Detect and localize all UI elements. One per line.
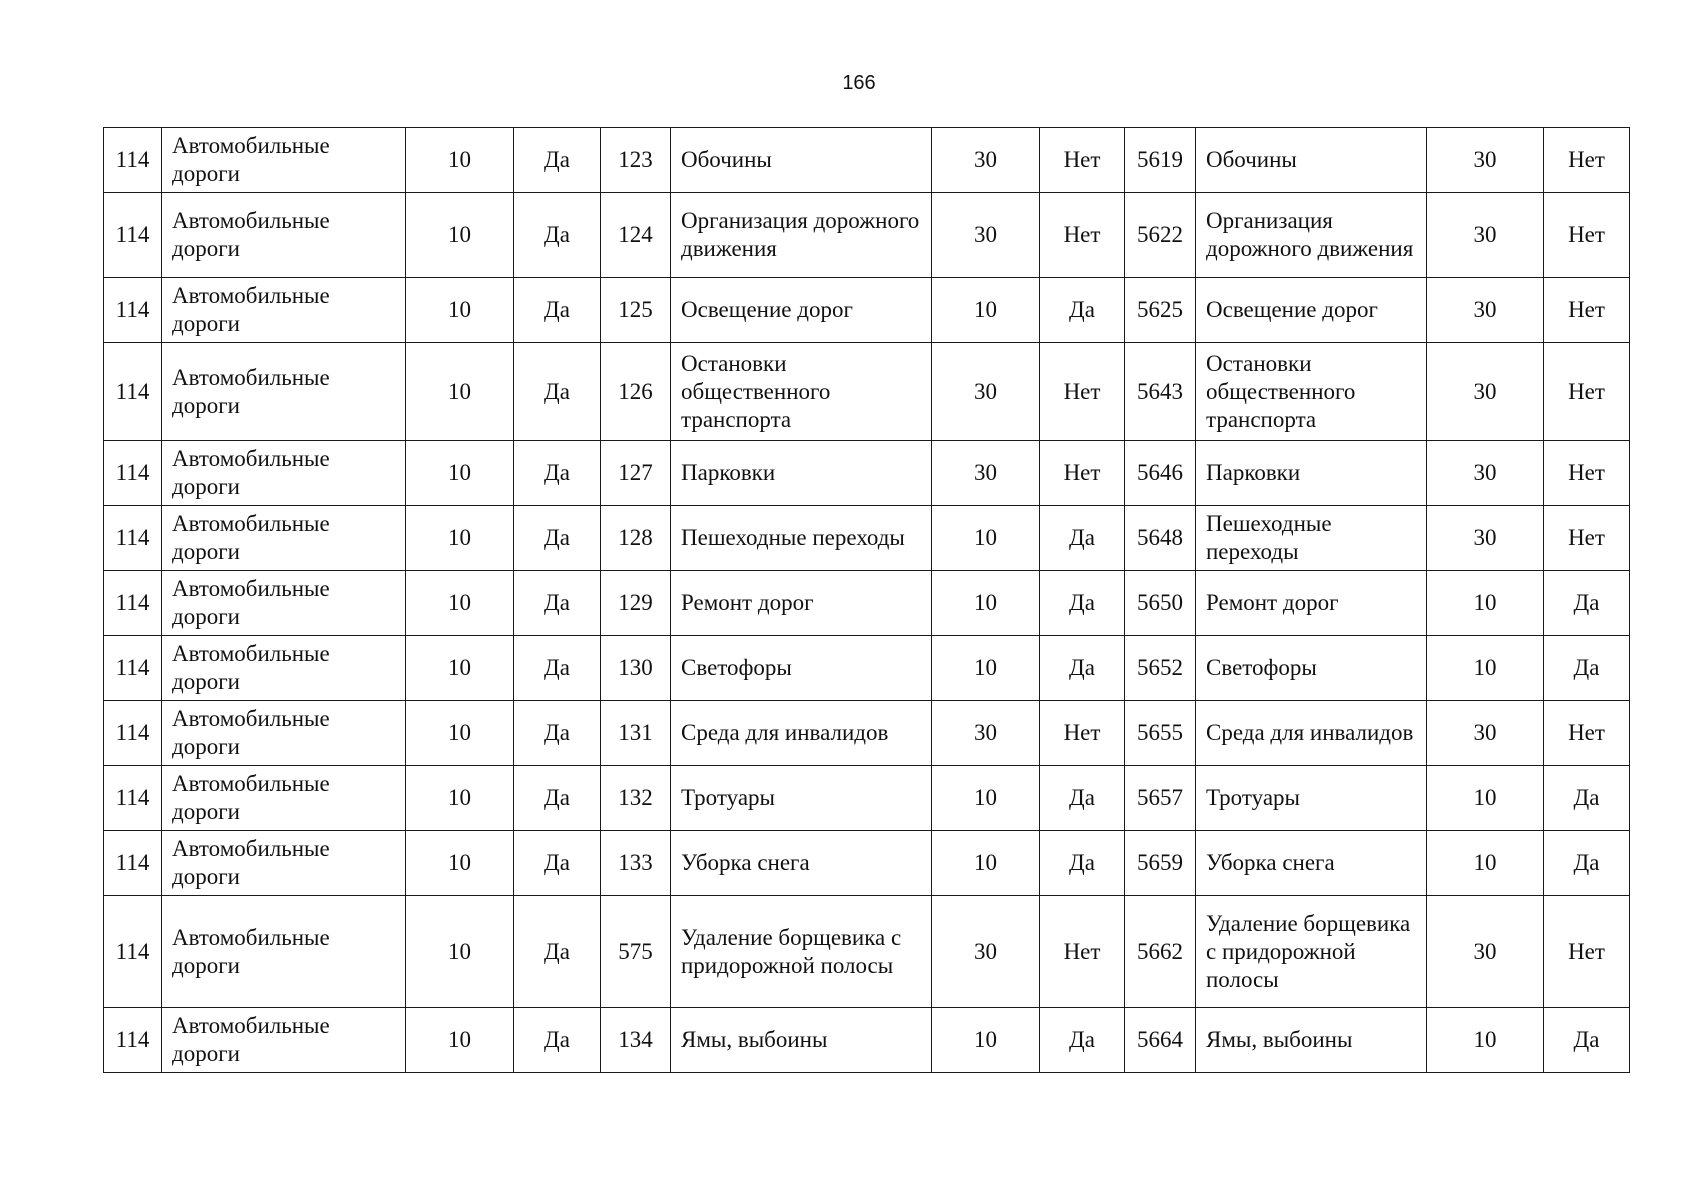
- topic-code-cell: 126: [601, 343, 671, 441]
- topic-flag-cell: Нет: [1040, 896, 1125, 1008]
- subtopic-name-cell: Ремонт дорог: [1196, 571, 1427, 636]
- topic-name-cell: Ямы, выбоины: [671, 1008, 932, 1073]
- topic-value-cell: 10: [932, 636, 1040, 701]
- topic-name-cell: Освещение дорог: [671, 278, 932, 343]
- topic-flag-cell: Да: [1040, 506, 1125, 571]
- category-code-cell: 114: [104, 1008, 162, 1073]
- category-value-cell: 10: [406, 278, 514, 343]
- topic-code-cell: 132: [601, 766, 671, 831]
- subtopic-flag-cell: Да: [1544, 766, 1630, 831]
- category-flag-cell: Да: [514, 896, 601, 1008]
- subtopic-value-cell: 30: [1427, 343, 1544, 441]
- table-row: [104, 636, 1630, 701]
- category-flag-cell: Да: [514, 636, 601, 701]
- topic-value-cell: 10: [932, 278, 1040, 343]
- category-code-cell: 114: [104, 128, 162, 193]
- category-flag-cell: Да: [514, 701, 601, 766]
- topic-name-cell: Организация дорожного движения: [671, 193, 932, 278]
- category-code-cell: 114: [104, 571, 162, 636]
- topic-name-cell: Тротуары: [671, 766, 932, 831]
- subtopic-code-cell: 5622: [1125, 193, 1196, 278]
- subtopic-name-cell: Удаление борщевика с придорожной полосы: [1196, 896, 1427, 1008]
- topic-name-cell: Ремонт дорог: [671, 571, 932, 636]
- category-code-cell: 114: [104, 278, 162, 343]
- category-code-cell: 114: [104, 636, 162, 701]
- category-name-cell: Автомобильные дороги: [162, 506, 406, 571]
- category-name-cell: Автомобильные дороги: [162, 128, 406, 193]
- subtopic-flag-cell: Нет: [1544, 343, 1630, 441]
- subtopic-value-cell: 10: [1427, 831, 1544, 896]
- topic-code-cell: 575: [601, 896, 671, 1008]
- category-name-cell: Автомобильные дороги: [162, 831, 406, 896]
- subtopic-name-cell: Среда для инвалидов: [1196, 701, 1427, 766]
- subtopic-name-cell: Остановки общественного транспорта: [1196, 343, 1427, 441]
- topic-value-cell: 10: [932, 506, 1040, 571]
- subtopic-name-cell: Ямы, выбоины: [1196, 1008, 1427, 1073]
- subtopic-value-cell: 30: [1427, 278, 1544, 343]
- category-name-cell: Автомобильные дороги: [162, 193, 406, 278]
- category-value-cell: 10: [406, 896, 514, 1008]
- category-value-cell: 10: [406, 831, 514, 896]
- category-code-cell: 114: [104, 831, 162, 896]
- topic-flag-cell: Нет: [1040, 441, 1125, 506]
- category-code-cell: 114: [104, 343, 162, 441]
- category-flag-cell: Да: [514, 278, 601, 343]
- subtopic-flag-cell: Нет: [1544, 896, 1630, 1008]
- category-code-cell: 114: [104, 441, 162, 506]
- topic-name-cell: Пешеходные переходы: [671, 506, 932, 571]
- topic-flag-cell: Нет: [1040, 193, 1125, 278]
- subtopic-value-cell: 10: [1427, 571, 1544, 636]
- category-value-cell: 10: [406, 128, 514, 193]
- table-row: [104, 441, 1630, 506]
- subtopic-code-cell: 5659: [1125, 831, 1196, 896]
- topic-code-cell: 133: [601, 831, 671, 896]
- topic-flag-cell: Да: [1040, 571, 1125, 636]
- category-flag-cell: Да: [514, 506, 601, 571]
- topic-code-cell: 128: [601, 506, 671, 571]
- topic-value-cell: 30: [932, 128, 1040, 193]
- subtopic-flag-cell: Нет: [1544, 441, 1630, 506]
- page-number: 166: [842, 72, 876, 94]
- data-table: [103, 127, 1630, 1073]
- category-value-cell: 10: [406, 343, 514, 441]
- subtopic-value-cell: 30: [1427, 193, 1544, 278]
- topic-code-cell: 129: [601, 571, 671, 636]
- category-name-cell: Автомобильные дороги: [162, 571, 406, 636]
- topic-flag-cell: Да: [1040, 278, 1125, 343]
- category-flag-cell: Да: [514, 571, 601, 636]
- topic-flag-cell: Нет: [1040, 701, 1125, 766]
- table-row: [104, 701, 1630, 766]
- category-flag-cell: Да: [514, 193, 601, 278]
- category-flag-cell: Да: [514, 766, 601, 831]
- topic-flag-cell: Нет: [1040, 343, 1125, 441]
- topic-value-cell: 10: [932, 766, 1040, 831]
- category-value-cell: 10: [406, 441, 514, 506]
- category-value-cell: 10: [406, 766, 514, 831]
- category-code-cell: 114: [104, 506, 162, 571]
- subtopic-value-cell: 30: [1427, 441, 1544, 506]
- subtopic-name-cell: Пешеходные переходы: [1196, 506, 1427, 571]
- category-flag-cell: Да: [514, 343, 601, 441]
- topic-value-cell: 10: [932, 1008, 1040, 1073]
- category-name-cell: Автомобильные дороги: [162, 636, 406, 701]
- subtopic-name-cell: Светофоры: [1196, 636, 1427, 701]
- topic-code-cell: 130: [601, 636, 671, 701]
- topic-name-cell: Парковки: [671, 441, 932, 506]
- category-name-cell: Автомобильные дороги: [162, 343, 406, 441]
- subtopic-name-cell: Тротуары: [1196, 766, 1427, 831]
- subtopic-flag-cell: Да: [1544, 831, 1630, 896]
- topic-value-cell: 10: [932, 571, 1040, 636]
- category-code-cell: 114: [104, 701, 162, 766]
- subtopic-code-cell: 5662: [1125, 896, 1196, 1008]
- topic-code-cell: 124: [601, 193, 671, 278]
- category-flag-cell: Да: [514, 1008, 601, 1073]
- category-value-cell: 10: [406, 1008, 514, 1073]
- table-row: [104, 128, 1630, 193]
- subtopic-code-cell: 5664: [1125, 1008, 1196, 1073]
- subtopic-value-cell: 10: [1427, 1008, 1544, 1073]
- category-value-cell: 10: [406, 193, 514, 278]
- topic-name-cell: Остановки общественного транспорта: [671, 343, 932, 441]
- subtopic-name-cell: Обочины: [1196, 128, 1427, 193]
- subtopic-code-cell: 5655: [1125, 701, 1196, 766]
- category-value-cell: 10: [406, 636, 514, 701]
- subtopic-value-cell: 30: [1427, 506, 1544, 571]
- topic-name-cell: Обочины: [671, 128, 932, 193]
- category-flag-cell: Да: [514, 831, 601, 896]
- topic-code-cell: 131: [601, 701, 671, 766]
- topic-code-cell: 125: [601, 278, 671, 343]
- category-flag-cell: Да: [514, 128, 601, 193]
- subtopic-value-cell: 30: [1427, 896, 1544, 1008]
- subtopic-flag-cell: Да: [1544, 636, 1630, 701]
- category-code-cell: 114: [104, 766, 162, 831]
- subtopic-value-cell: 30: [1427, 701, 1544, 766]
- topic-value-cell: 30: [932, 343, 1040, 441]
- topic-flag-cell: Да: [1040, 1008, 1125, 1073]
- subtopic-code-cell: 5646: [1125, 441, 1196, 506]
- table-row: [104, 506, 1630, 571]
- topic-value-cell: 30: [932, 193, 1040, 278]
- category-code-cell: 114: [104, 896, 162, 1008]
- topic-name-cell: Уборка снега: [671, 831, 932, 896]
- topic-value-cell: 30: [932, 896, 1040, 1008]
- subtopic-code-cell: 5652: [1125, 636, 1196, 701]
- subtopic-value-cell: 10: [1427, 636, 1544, 701]
- table-row: [104, 896, 1630, 1008]
- category-flag-cell: Да: [514, 441, 601, 506]
- table-row: [104, 1008, 1630, 1073]
- topic-name-cell: Светофоры: [671, 636, 932, 701]
- topic-value-cell: 10: [932, 831, 1040, 896]
- topic-value-cell: 30: [932, 701, 1040, 766]
- category-code-cell: 114: [104, 193, 162, 278]
- table-row: [104, 831, 1630, 896]
- table-row: [104, 343, 1630, 441]
- topic-value-cell: 30: [932, 441, 1040, 506]
- topic-code-cell: 127: [601, 441, 671, 506]
- table-row: [104, 278, 1630, 343]
- subtopic-code-cell: 5650: [1125, 571, 1196, 636]
- subtopic-code-cell: 5643: [1125, 343, 1196, 441]
- subtopic-value-cell: 30: [1427, 128, 1544, 193]
- subtopic-flag-cell: Нет: [1544, 278, 1630, 343]
- category-name-cell: Автомобильные дороги: [162, 896, 406, 1008]
- subtopic-name-cell: Организация дорожного движения: [1196, 193, 1427, 278]
- topic-flag-cell: Да: [1040, 636, 1125, 701]
- subtopic-flag-cell: Нет: [1544, 128, 1630, 193]
- topic-code-cell: 134: [601, 1008, 671, 1073]
- topic-code-cell: 123: [601, 128, 671, 193]
- category-name-cell: Автомобильные дороги: [162, 278, 406, 343]
- subtopic-code-cell: 5648: [1125, 506, 1196, 571]
- topic-name-cell: Среда для инвалидов: [671, 701, 932, 766]
- table-row: [104, 766, 1630, 831]
- topic-flag-cell: Да: [1040, 831, 1125, 896]
- subtopic-code-cell: 5619: [1125, 128, 1196, 193]
- category-name-cell: Автомобильные дороги: [162, 766, 406, 831]
- category-name-cell: Автомобильные дороги: [162, 441, 406, 506]
- subtopic-code-cell: 5625: [1125, 278, 1196, 343]
- subtopic-flag-cell: Да: [1544, 571, 1630, 636]
- category-name-cell: Автомобильные дороги: [162, 701, 406, 766]
- subtopic-name-cell: Освещение дорог: [1196, 278, 1427, 343]
- topic-flag-cell: Да: [1040, 766, 1125, 831]
- category-name-cell: Автомобильные дороги: [162, 1008, 406, 1073]
- subtopic-flag-cell: Нет: [1544, 193, 1630, 278]
- subtopic-name-cell: Уборка снега: [1196, 831, 1427, 896]
- category-value-cell: 10: [406, 571, 514, 636]
- subtopic-name-cell: Парковки: [1196, 441, 1427, 506]
- topic-name-cell: Удаление борщевика с придорожной полосы: [671, 896, 932, 1008]
- subtopic-code-cell: 5657: [1125, 766, 1196, 831]
- category-value-cell: 10: [406, 506, 514, 571]
- subtopic-flag-cell: Нет: [1544, 701, 1630, 766]
- topic-flag-cell: Нет: [1040, 128, 1125, 193]
- subtopic-flag-cell: Нет: [1544, 506, 1630, 571]
- subtopic-value-cell: 10: [1427, 766, 1544, 831]
- table-row: [104, 193, 1630, 278]
- table-row: [104, 571, 1630, 636]
- subtopic-flag-cell: Да: [1544, 1008, 1630, 1073]
- category-value-cell: 10: [406, 701, 514, 766]
